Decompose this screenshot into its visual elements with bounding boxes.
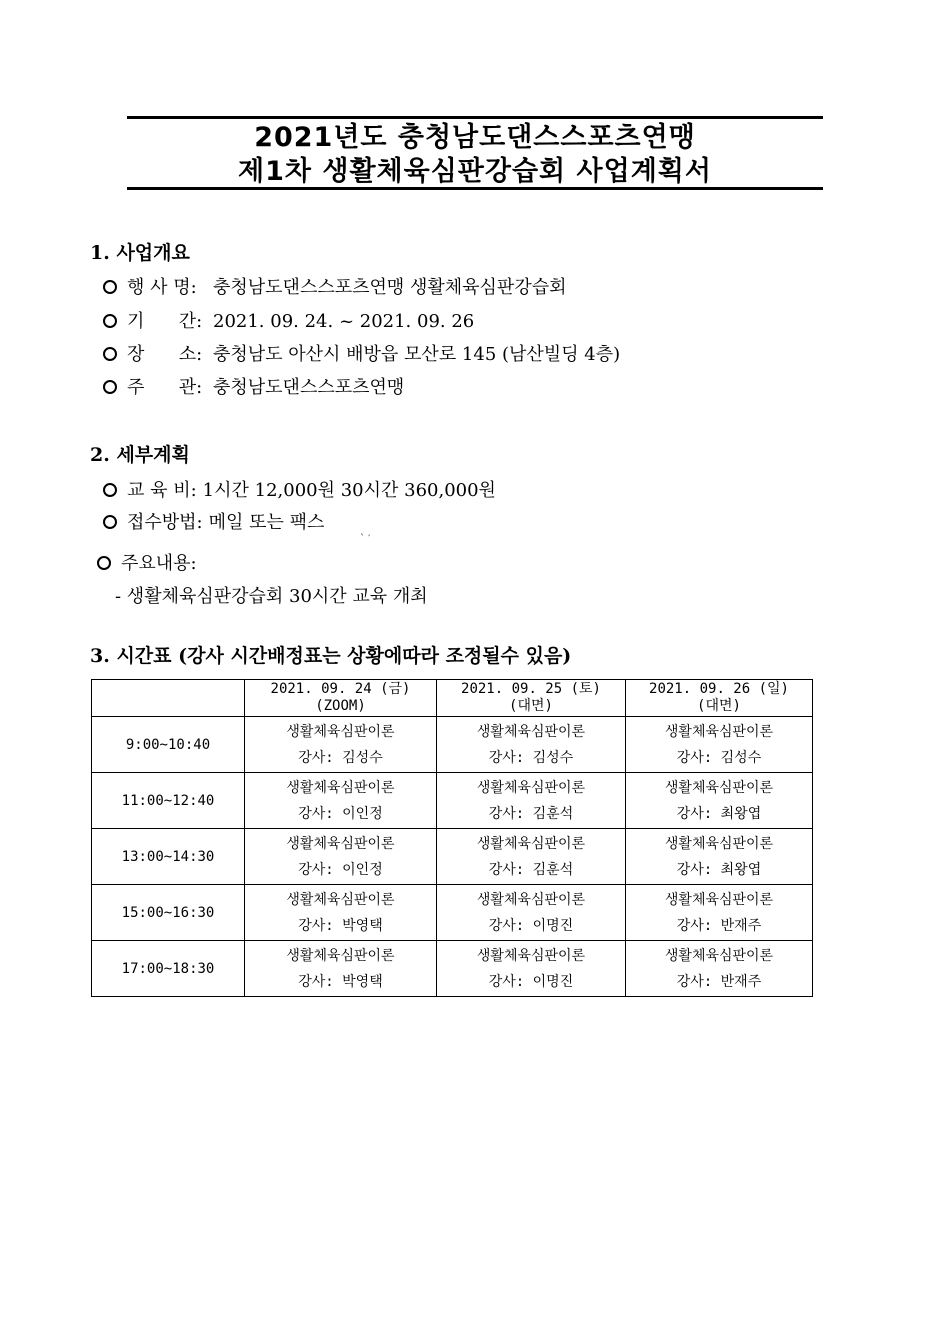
session-subject: 생활체육심판이론 [286, 779, 395, 796]
session-instructor: 강사: 최왕엽 [676, 805, 762, 822]
session-subject: 생활체육심판이론 [286, 723, 395, 740]
session-instructor: 강사: 박영택 [298, 917, 383, 934]
session-subject: 생활체육심판이론 [664, 947, 774, 964]
overview-item-event-name [103, 273, 566, 299]
document-title [127, 116, 823, 190]
session-cell [626, 829, 813, 885]
item-label: 장 소: [127, 344, 203, 365]
time-slot: 11:00~12:40 [92, 773, 245, 829]
session-instructor: 강사: 반재주 [676, 973, 762, 990]
item-label: 주 관: [127, 377, 203, 398]
session-cell [626, 941, 813, 997]
session-instructor: 강사: 이명진 [488, 973, 574, 990]
header-day-3 [626, 680, 813, 717]
session-subject: 생활체육심판이론 [476, 723, 586, 740]
header-mode: (대면) [509, 698, 553, 714]
item-value: 2021. 09. 24. ~ 2021. 09. 26 [213, 311, 475, 332]
session-cell [245, 829, 437, 885]
circle-bullet-icon [103, 314, 117, 328]
section-1-heading: 1. 사업개요 [90, 242, 190, 264]
header-date: 2021. 09. 25 (토) [461, 681, 601, 697]
circle-bullet-icon [103, 483, 117, 497]
item-label: 행 사 명: [127, 277, 197, 298]
session-cell [437, 941, 626, 997]
header-date: 2021. 09. 26 (일) [649, 681, 789, 697]
header-day-2 [437, 680, 626, 717]
session-cell [245, 885, 437, 941]
session-instructor: 강사: 박영택 [298, 973, 383, 990]
circle-bullet-icon [103, 280, 117, 294]
item-label: 기 간: [127, 311, 203, 332]
overview-item-period [103, 307, 474, 333]
session-instructor: 강사: 김훈석 [488, 805, 574, 822]
session-cell [626, 773, 813, 829]
session-instructor: 강사: 이인정 [298, 805, 383, 822]
stray-marks: ` ′ [360, 534, 371, 545]
session-subject: 생활체육심판이론 [476, 779, 586, 796]
circle-bullet-icon [103, 515, 117, 529]
header-mode: (ZOOM) [315, 698, 366, 714]
section-2-heading: 2. 세부계획 [90, 444, 190, 466]
schedule-table [91, 679, 813, 997]
session-instructor: 강사: 김성수 [488, 749, 574, 766]
item-label: 교 육 비: [127, 480, 197, 501]
time-slot: 17:00~18:30 [92, 941, 245, 997]
session-cell [437, 717, 626, 773]
header-empty-cell [92, 680, 245, 717]
plan-item-fee [103, 476, 496, 502]
session-instructor: 강사: 김성수 [676, 749, 762, 766]
session-instructor: 강사: 김성수 [298, 749, 383, 766]
overview-item-venue [103, 340, 620, 366]
table-row [92, 829, 813, 885]
session-subject: 생활체육심판이론 [664, 723, 774, 740]
session-instructor: 강사: 이인정 [298, 861, 383, 878]
session-cell [437, 829, 626, 885]
session-instructor: 강사: 최왕엽 [676, 861, 762, 878]
session-cell [245, 773, 437, 829]
session-cell [245, 941, 437, 997]
circle-bullet-icon [103, 347, 117, 361]
time-slot: 15:00~16:30 [92, 885, 245, 941]
item-value: 메일 또는 팩스 [208, 512, 325, 533]
item-value: 충청남도 아산시 배방읍 모산로 145 (남산빌딩 4층) [213, 344, 621, 365]
table-row [92, 773, 813, 829]
session-cell [437, 885, 626, 941]
session-subject: 생활체육심판이론 [664, 779, 774, 796]
header-date: 2021. 09. 24 (금) [270, 681, 411, 697]
session-subject: 생활체육심판이론 [286, 947, 395, 964]
section-3-heading: 3. 시간표 (강사 시간배정표는 상황에따라 조정될수 있음) [90, 645, 572, 667]
circle-bullet-icon [97, 556, 111, 570]
contents-detail: - 생활체육심판강습회 30시간 교육 개최 [115, 586, 428, 607]
time-slot: 13:00~14:30 [92, 829, 245, 885]
time-slot: 9:00~10:40 [92, 717, 245, 773]
session-subject: 생활체육심판이론 [664, 835, 774, 852]
table-row [92, 885, 813, 941]
session-cell [437, 773, 626, 829]
title-line-2: 제1차 생활체육심판강습회 사업계획서 [238, 156, 712, 187]
item-value: 충청남도댄스스포츠연맹 생활체육심판강습회 [213, 277, 567, 298]
session-cell [626, 885, 813, 941]
overview-item-host [103, 373, 404, 399]
session-subject: 생활체육심판이론 [286, 835, 395, 852]
item-value: 충청남도댄스스포츠연맹 [213, 377, 405, 398]
session-instructor: 강사: 김훈석 [488, 861, 574, 878]
item-value: 1시간 12,000원 30시간 360,000원 [202, 480, 496, 501]
header-mode: (대면) [697, 698, 741, 714]
session-subject: 생활체육심판이론 [664, 891, 774, 908]
table-row [92, 941, 813, 997]
item-label: 주요내용: [121, 553, 197, 574]
session-subject: 생활체육심판이론 [476, 835, 586, 852]
session-subject: 생활체육심판이론 [476, 891, 586, 908]
session-subject: 생활체육심판이론 [286, 891, 395, 908]
session-instructor: 강사: 이명진 [488, 917, 574, 934]
item-label: 접수방법: [127, 512, 203, 533]
header-day-1 [245, 680, 437, 717]
session-subject: 생활체육심판이론 [476, 947, 586, 964]
title-line-1: 2021년도 충청남도댄스스포츠연맹 [254, 122, 696, 153]
plan-item-application [103, 508, 324, 534]
table-row [92, 717, 813, 773]
session-instructor: 강사: 반재주 [676, 917, 762, 934]
session-cell [626, 717, 813, 773]
circle-bullet-icon [103, 380, 117, 394]
session-cell [245, 717, 437, 773]
plan-item-contents [97, 549, 197, 575]
table-header-row [92, 680, 813, 717]
